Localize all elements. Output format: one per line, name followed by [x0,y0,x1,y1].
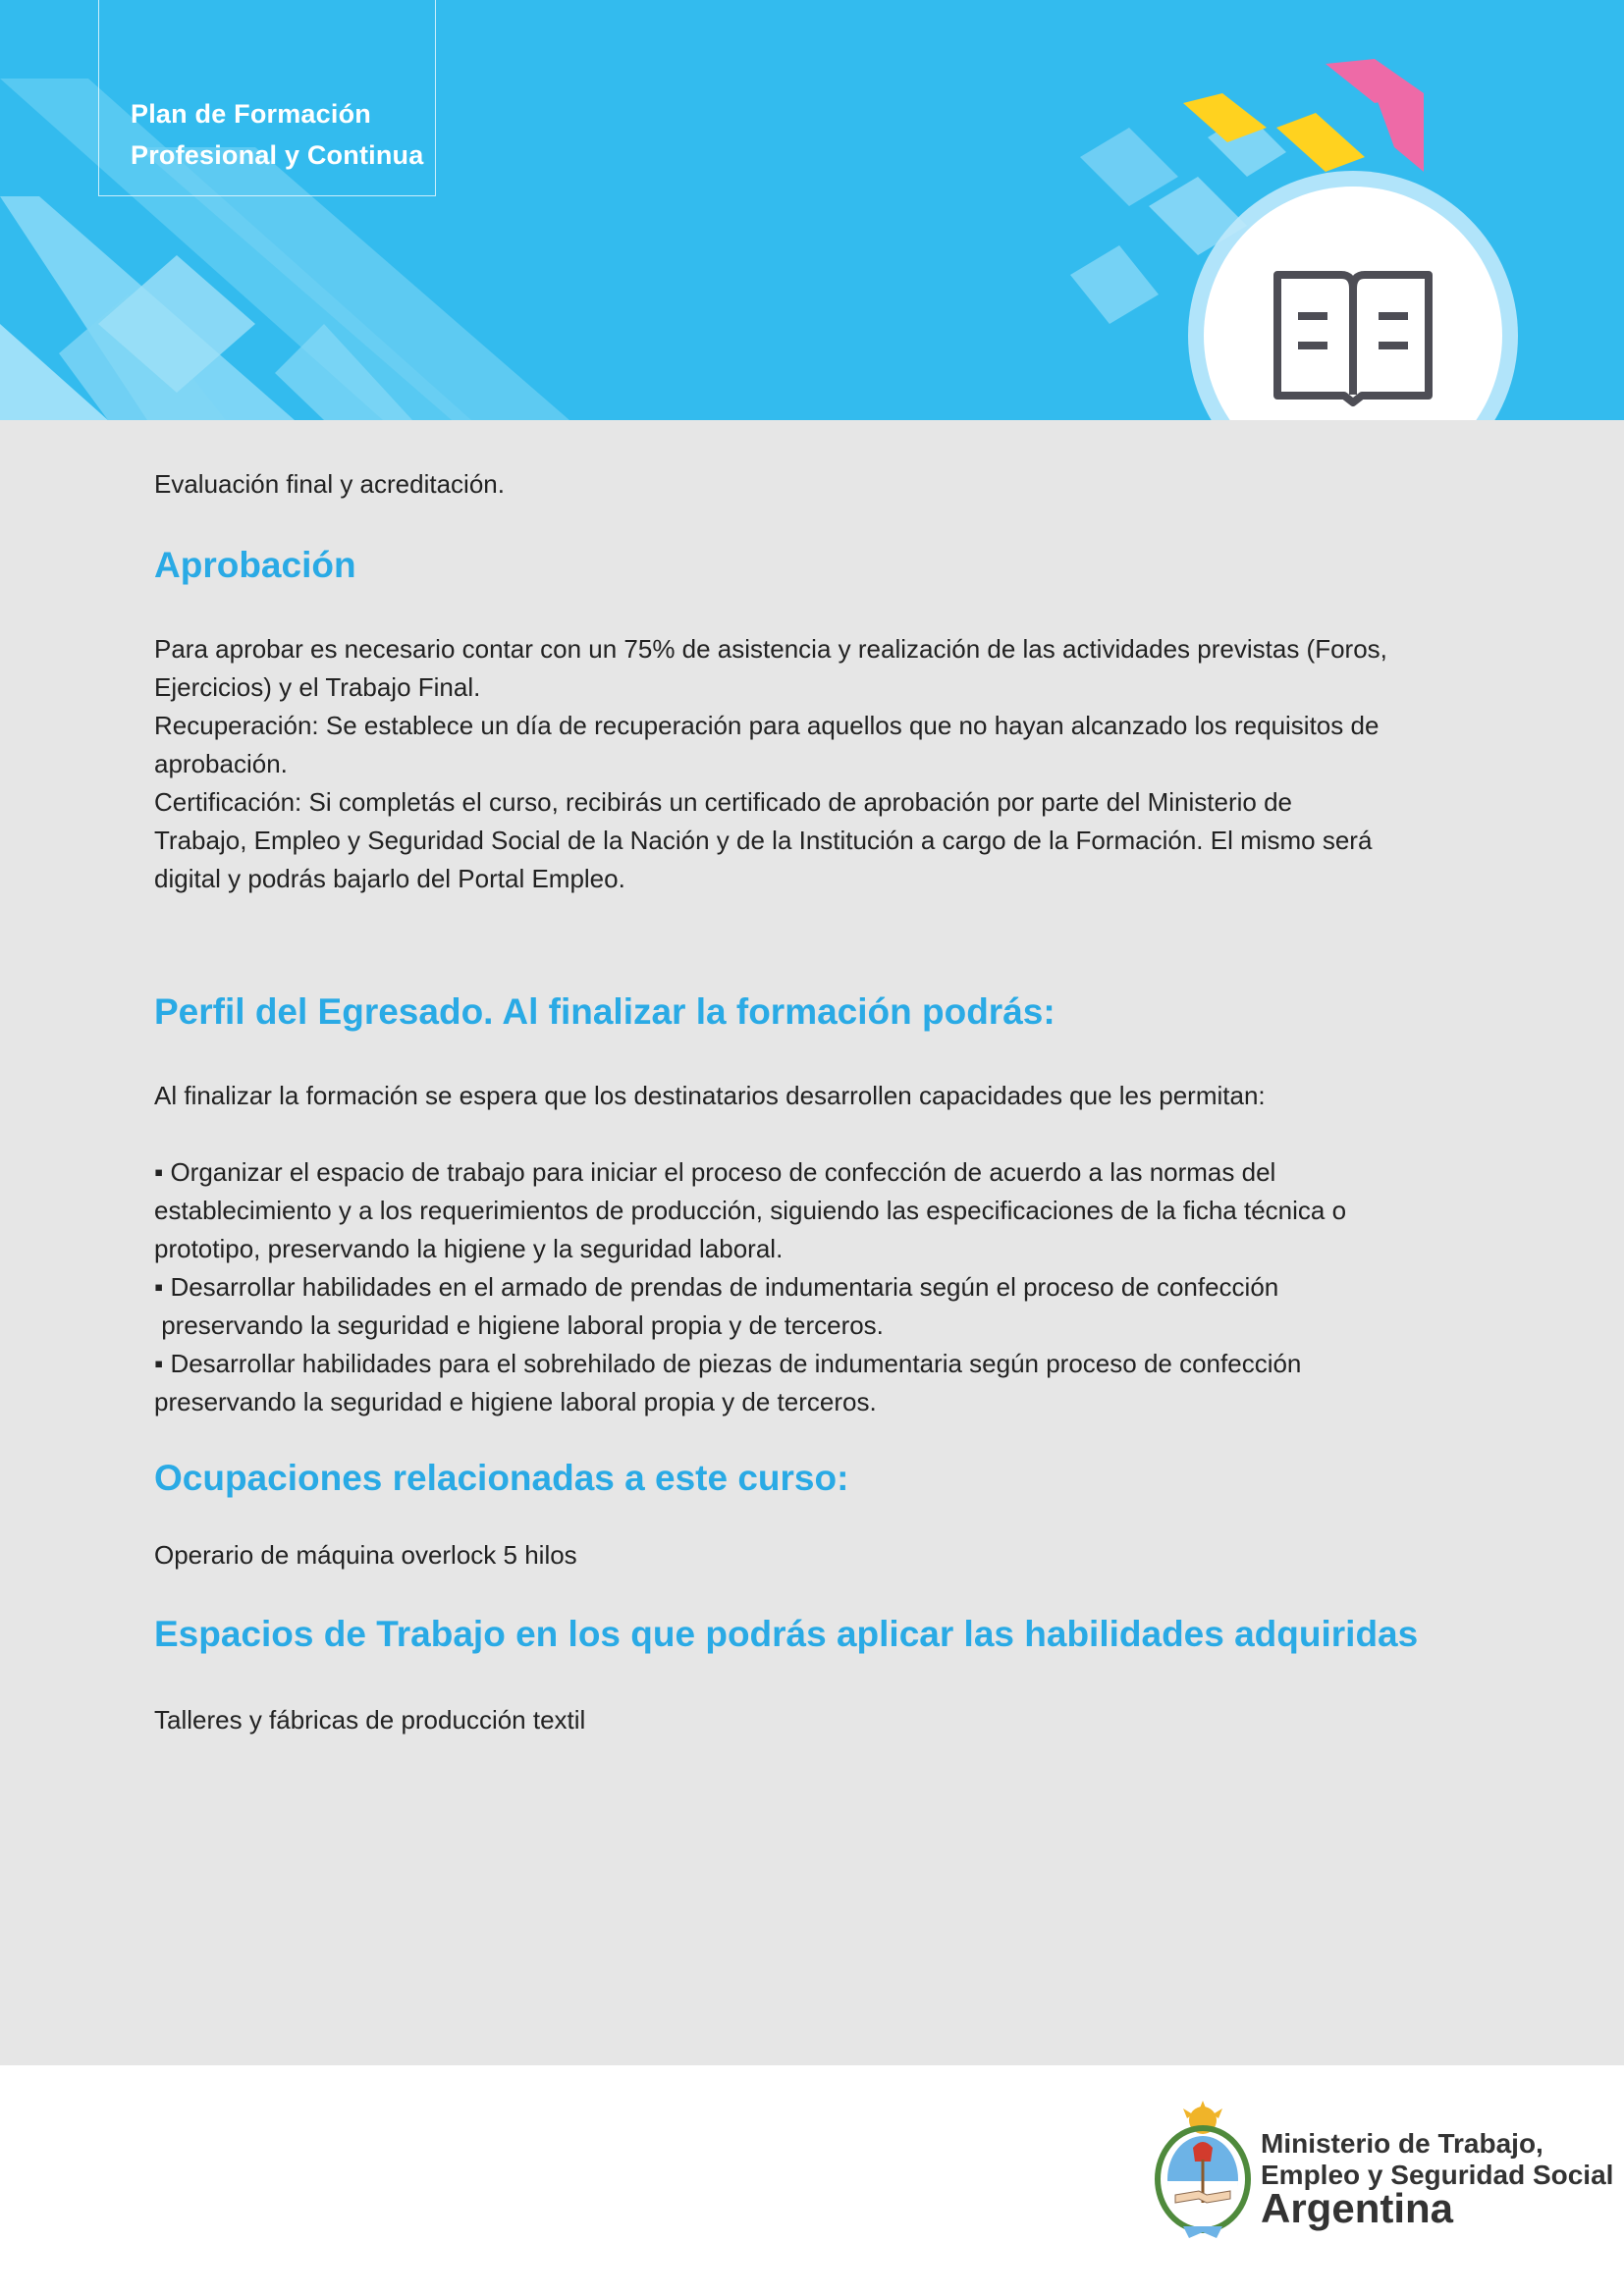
perfil-line: preservando la seguridad e higiene laboral propia y de terceros. [154,1310,884,1340]
aprobacion-line: Recuperación: Se establece un día de recuperación para aquellos que no hayan alcanzado los requisitos de [154,711,1380,740]
aprobacion-line: aprobación. [154,749,288,778]
perfil-intro: Al finalizar la formación se espera que los destinatarios desarrollen capacidades que les permitan: [154,1081,1266,1110]
ocupaciones-text: Operario de máquina overlock 5 hilos [154,1540,577,1570]
ministry-name-line2: Empleo y Seguridad Social [1261,2160,1614,2190]
heading-espacios: Espacios de Trabajo en los que podrás aplicar las habilidades adquiridas [154,1614,1419,1654]
intro-text: Evaluación final y acreditación. [154,469,505,499]
aprobacion-line: Para aprobar es necesario contar con un 75% de asistencia y realización de las actividades previstas (Foros, [154,634,1387,664]
aprobacion-line: Trabajo, Empleo y Seguridad Social de la Nación y de la Institución a cargo de la Formación. El mismo será [154,826,1373,855]
espacios-text: Talleres y fábricas de producción textil [154,1705,586,1735]
ministry-name-line1: Ministerio de Trabajo, [1261,2128,1543,2159]
perfil-line: prototipo, preservando la higiene y la seguridad laboral. [154,1234,784,1263]
perfil-line: ▪ Desarrollar habilidades para el sobrehilado de piezas de indumentaria según proceso de confección [154,1349,1302,1378]
aprobacion-line: digital y podrás bajarlo del Portal Empleo. [154,864,625,893]
perfil-line: preservando la seguridad e higiene laboral propia y de terceros. [154,1387,877,1416]
heading-ocupaciones: Ocupaciones relacionadas a este curso: [154,1458,849,1498]
book-icon [1060,49,1532,420]
header-banner [0,0,1624,420]
aprobacion-line: Ejercicios) y el Trabajo Final. [154,672,481,702]
brand-title-line1: Plan de Formación [131,99,371,129]
heading-perfil: Perfil del Egresado. Al finalizar la formación podrás: [154,991,1056,1032]
heading-aprobacion: Aprobación [154,545,356,585]
perfil-line: ▪ Desarrollar habilidades en el armado de prendas de indumentaria según el proceso de confección [154,1272,1279,1302]
country-name: Argentina [1261,2185,1454,2231]
aprobacion-line: Certificación: Si completás el curso, recibirás un certificado de aprobación por parte del Ministerio de [154,787,1293,817]
brand-title-line2: Profesional y Continua [131,140,424,170]
perfil-line: establecimiento y a los requerimientos de producción, siguiendo las especificaciones de la ficha técnica o [154,1196,1347,1225]
perfil-line: ▪ Organizar el espacio de trabajo para iniciar el proceso de confección de acuerdo a las normas del [154,1157,1276,1187]
coat-of-arms-icon [1154,2101,1252,2243]
